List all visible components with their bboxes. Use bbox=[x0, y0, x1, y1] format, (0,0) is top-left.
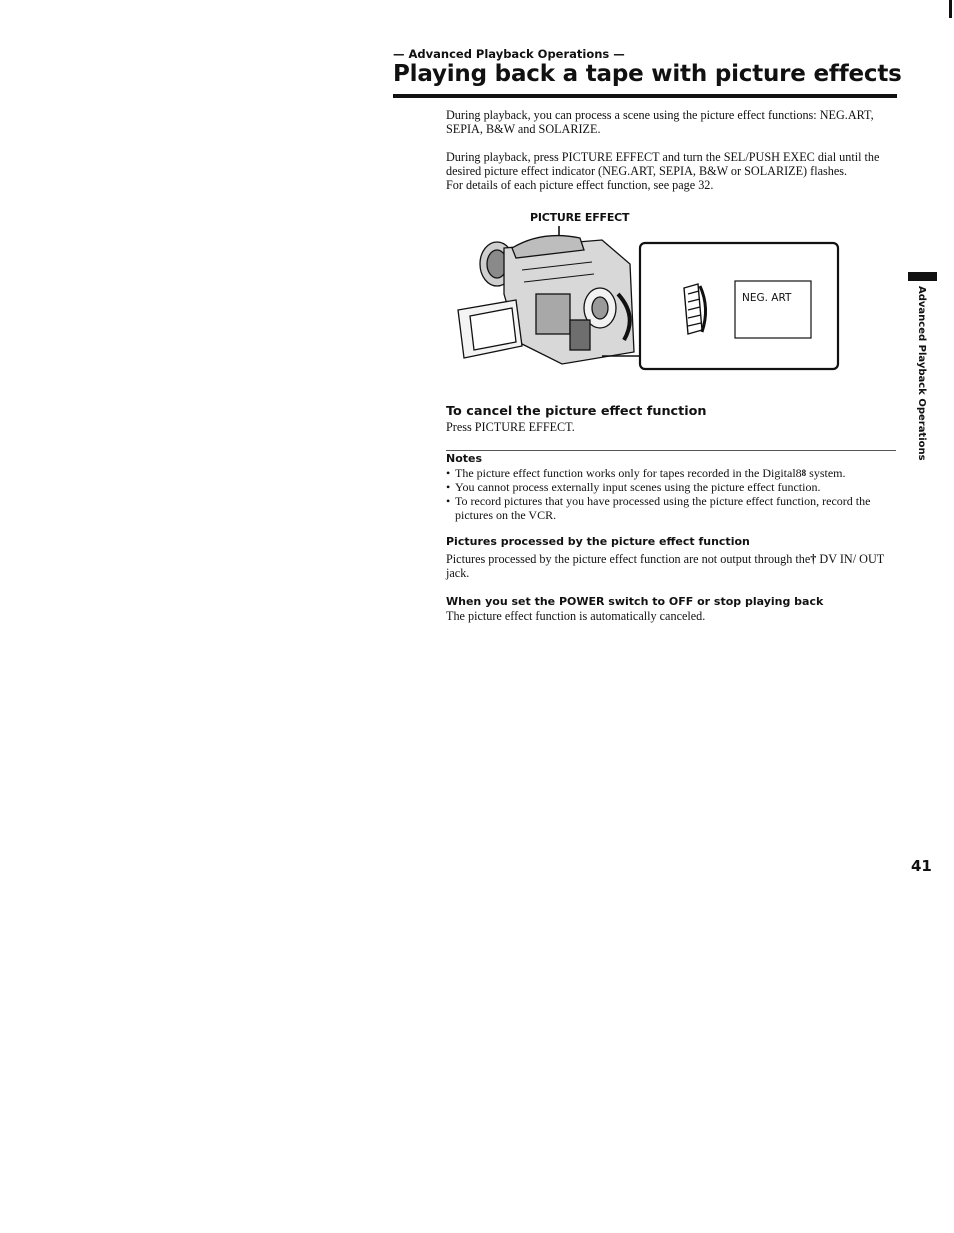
display-frame bbox=[735, 281, 811, 338]
notes-rule bbox=[446, 450, 896, 451]
note-item: • You cannot process externally input scenes using the picture effect function. bbox=[446, 480, 896, 494]
section-label: — Advanced Playback Operations — bbox=[393, 47, 625, 61]
processed-text-end: DV IN/ OUT jack. bbox=[446, 552, 884, 580]
note-item bbox=[446, 466, 896, 480]
processed-text-start: Pictures processed by the picture effect function are not output through the bbox=[446, 552, 811, 566]
notes-heading: Notes bbox=[446, 452, 483, 465]
neg-art-indicator: NEG. ART bbox=[742, 292, 792, 304]
side-tab-marker bbox=[908, 272, 937, 281]
digital8-logo-icon: 8 bbox=[801, 468, 807, 478]
page-number: 41 bbox=[911, 857, 932, 875]
intro-paragraph: During playback, you can process a scene using the picture effect functions: NEG.ART, SEPIA, B&W and SOLARIZE. bbox=[446, 108, 874, 136]
page-title: Playing back a tape with picture effects bbox=[393, 61, 902, 87]
camcorder-icon bbox=[458, 236, 634, 364]
note-text-end: system. bbox=[806, 466, 846, 480]
reference-text: For details of each picture effect function, see page 32. bbox=[446, 178, 714, 192]
instruction-paragraph bbox=[446, 150, 898, 192]
note-text: The picture effect function works only for tapes recorded in the Digital8 bbox=[455, 466, 802, 480]
side-tab-label: Advanced Playback Operations bbox=[916, 286, 927, 461]
processed-text bbox=[446, 552, 891, 580]
instruction-text: During playback, press PICTURE EFFECT and turn the SEL/PUSH EXEC dial until the desired picture effect indicator (NEG.ART, SEPIA, B&W or SOLARIZE) flashes. bbox=[446, 150, 880, 178]
processed-heading: Pictures processed by the picture effect function bbox=[446, 535, 750, 548]
title-rule bbox=[393, 94, 897, 98]
page-edge-mark bbox=[949, 0, 952, 18]
power-off-heading: When you set the POWER switch to OFF or stop playing back bbox=[446, 595, 824, 608]
notes-list bbox=[446, 466, 896, 522]
cancel-heading: To cancel the picture effect function bbox=[446, 404, 707, 419]
cancel-text: Press PICTURE EFFECT. bbox=[446, 420, 575, 434]
note-item: • To record pictures that you have processed using the picture effect function, record the pictures on the VCR. bbox=[446, 494, 896, 522]
picture-effect-button-label: PICTURE EFFECT bbox=[530, 211, 630, 224]
power-off-text: The picture effect function is automatically canceled. bbox=[446, 609, 706, 623]
ilink-icon: † bbox=[810, 552, 817, 566]
